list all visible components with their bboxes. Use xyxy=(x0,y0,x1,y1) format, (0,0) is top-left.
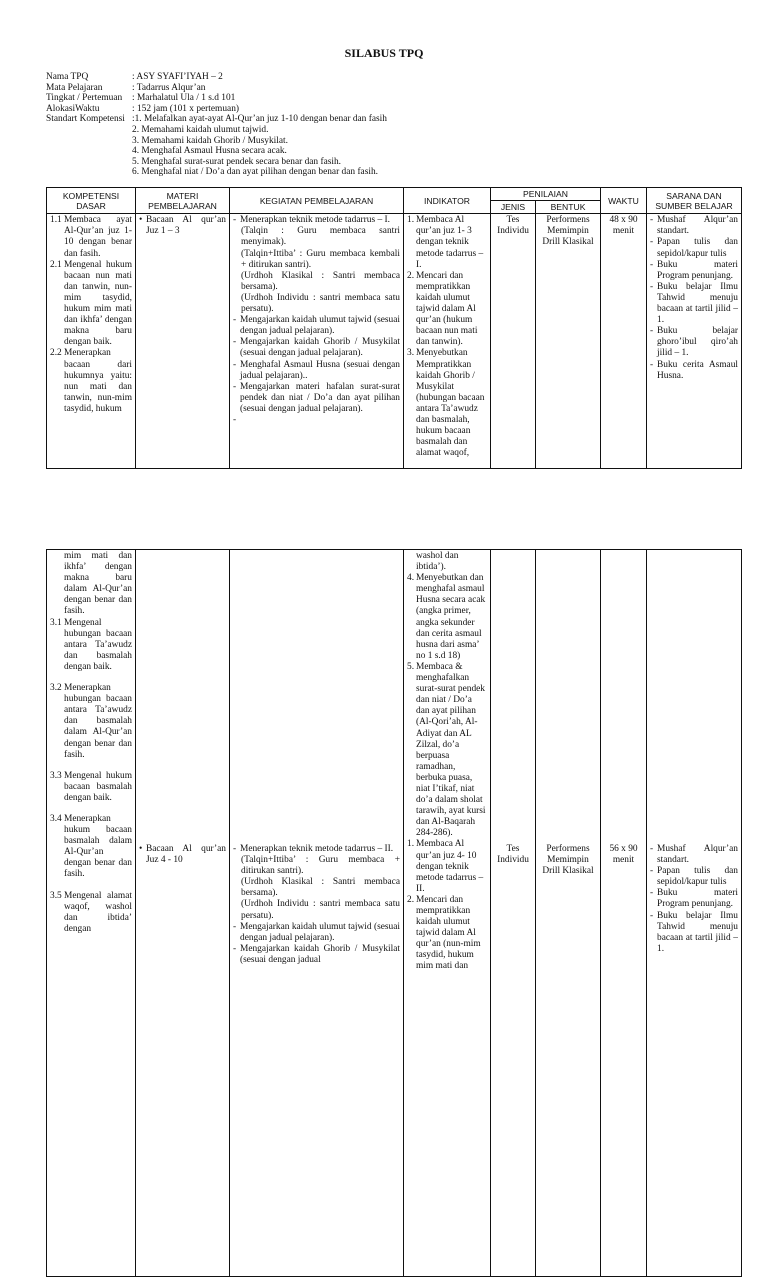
resource-item: - Papan tulis dan sepidol/kapur tulis xyxy=(650,866,738,888)
resource-item: - Buku belajar Ilmu Tahwid menuju bacaan at tartil jilid – 1. xyxy=(650,281,738,326)
cell-sarana xyxy=(647,550,742,1277)
activity-subitem: (Urdhoh Individu : santri membaca satu persatu). xyxy=(241,292,400,315)
competency-item: 3.4 Menerapkan hukum bacaan basmalah dalam Al-Qur’an dengan benar dan fasih. xyxy=(50,813,132,880)
syllabus-table-1 xyxy=(46,187,742,469)
cell-kegiatan xyxy=(230,550,404,1277)
cell-waktu: 56 x 90 menit xyxy=(601,550,647,1277)
header-row-tpq: Nama TPQ : ASY SYAFI’IYAH – 2 xyxy=(46,72,223,82)
cell-bentuk: Performens Memimpin Drill Klasikal xyxy=(536,550,601,1277)
activity-item: - Mengajarkan materi hafalan surat-surat pendek dan niat / Do’a dan ayat pilihan (sesuai dengan jadual pelajaran). xyxy=(233,381,400,414)
competency-item: 3.5 Mengenal alamat waqof, washol dan ibtida’ dengan xyxy=(50,890,132,934)
cell-waktu: 48 x 90 menit xyxy=(601,214,647,469)
syllabus-table-2 xyxy=(46,549,742,1277)
cell-kompetensi xyxy=(47,214,136,469)
activity-item: - Mengajarkan kaidah ulumut tajwid (sesuai dengan jadual pelajaran). xyxy=(233,315,400,337)
col-header-waktu: WAKTU xyxy=(601,188,647,214)
resource-item: - Mushaf Alqur’an standart. xyxy=(650,215,738,237)
cell-indikator xyxy=(404,214,491,469)
page-title: SILABUS TPQ xyxy=(344,46,424,60)
indicator-item: 2. Mencari dan mempratikkan kaidah ulumut tajwid dalam Al qur’an (nun-mim tasydid, hukum mim mati dan xyxy=(407,894,481,972)
activity-subitem: (Urdhoh Individu : santri membaca satu persatu). xyxy=(241,899,400,921)
col-header-indikator: INDIKATOR xyxy=(404,188,491,214)
activity-item: - Mengajarkan kaidah Ghorib / Musykilat (sesuai dengan jadual xyxy=(233,943,400,965)
activity-item: - Mengajarkan kaidah ulumut tajwid (sesuai dengan jadual pelajaran). xyxy=(233,921,400,943)
header-row-subject: Mata Pelajaran : Tadarrus Alqur’an xyxy=(46,82,206,93)
header-row-level: Tingkat / Pertemuan : Marhalatul Ula / 1 s.d 101 xyxy=(46,93,236,104)
bullet-icon: • xyxy=(139,844,143,854)
col-header-materi: MATERI PEMBELAJARAN xyxy=(136,188,230,214)
standard-competency-item: 5. Menghafal surat-surat pendek secara benar dan fasih. xyxy=(132,156,342,167)
activity-subitem: (Urdhoh Klasikal : Santri membaca bersama). xyxy=(241,270,400,292)
activity-item: - Menghafal Asmaul Husna (sesuai dengan jadual pelajaran).. xyxy=(233,359,400,381)
indicator-item: 1. Membaca Al qur’an juz 1- 3 dengan teknik metode tadarrus – I. xyxy=(407,215,484,270)
resource-item: - Buku cerita Asmaul Husna. xyxy=(650,359,738,381)
standard-competency-item: 4. Menghafal Asmaul Husna secara acak. xyxy=(132,146,287,157)
activity-subitem: (Talqin+Ittiba’ : Guru membaca + ditirukan santri). xyxy=(241,855,400,877)
competency-item: 3.1 Mengenal hubungan bacaan antara Ta’awudz dan basmalah dengan baik. xyxy=(50,617,132,672)
table-row xyxy=(47,550,742,1277)
cell-kegiatan xyxy=(230,214,404,469)
document-header xyxy=(46,72,387,178)
indicator-item: 4. Menyebutkan dan menghafal asmaul Husna secara acak (angka primer, angka sekunder dan cerita asmaul husna dari asma’ no 1 s.d 18) xyxy=(407,573,486,661)
col-header-sarana: SARANA DAN SUMBER BELAJAR xyxy=(647,188,742,214)
resource-item: - Buku belajar ghoro’ibul qiro’ah jilid – 1. xyxy=(650,326,738,359)
resource-item: - Papan tulis dan sepidol/kapur tulis xyxy=(650,237,738,259)
cell-sarana xyxy=(647,214,742,469)
standard-competency-item: 2. Memahami kaidah ulumut tajwid. xyxy=(132,124,269,135)
activity-item: - Menerapkan teknik metode tadarrus – I. xyxy=(233,215,390,226)
activity-item: - xyxy=(233,414,237,425)
cell-materi: • Bacaan Al qur’an Juz 1 – 3 xyxy=(136,214,230,469)
resource-item: - Buku materi Program penunjang. xyxy=(650,259,738,281)
col-header-bentuk: BENTUK xyxy=(536,201,601,214)
cell-indikator xyxy=(404,550,491,1277)
col-header-kegiatan: KEGIATAN PEMBELAJARAN xyxy=(230,188,404,214)
table-header-row xyxy=(47,188,742,201)
bullet-icon: • xyxy=(139,215,143,226)
activity-subitem: (Talqin : Guru membaca santri menyimak). xyxy=(241,226,400,248)
competency-item: 2.1 Mengenal hukum bacaan nun mati dan tanwin, nun-mim tasydid, hukum mim mati dan ikhfa’ dengan makna baru dengan baik. xyxy=(50,259,132,348)
activity-subitem: (Urdhoh Klasikal : Santri membaca bersama). xyxy=(241,877,400,899)
activity-item: - Mengajarkan kaidah Ghorib / Musykilat (sesuai dengan jadual pelajaran). xyxy=(233,337,400,359)
indicator-continuation: washol dan ibtida’). xyxy=(416,551,459,573)
competency-continuation: mim mati dan ikhfa’ dengan makna baru dalam Al-Qur’an dengan benar dan fasih. xyxy=(64,551,132,617)
competency-item: 3.2 Menerapkan hubungan bacaan antara Ta’awudz dan basmalah dalam Al-Qur’an dengan benar dan fasih. xyxy=(50,683,132,760)
header-row-time: AlokasiWaktu : 152 jam (101 x pertemuan) xyxy=(46,103,240,114)
competency-item: 3.3 Mengenal hukum bacaan basmalah dengan baik. xyxy=(50,770,132,803)
indicator-item: 5. Membaca & menghafalkan surat-surat pendek dan niat / Do’a dan ayat pilihan (Al-Qori’ah, Al-Adiyat dan AL Zilzal, do’a berpuasa ramadhan, berbuka puasa, niat I’tikaf, niat do’a dalam sholat tarawih, ayat kursi dan Al-Baqarah 284-286). xyxy=(407,661,486,839)
col-header-jenis: JENIS xyxy=(491,201,536,214)
resource-item: - Buku belajar Ilmu Tahwid menuju bacaan at tartil jilid – 1. xyxy=(650,910,738,954)
cell-kompetensi xyxy=(47,550,136,1277)
cell-jenis: Tes Individu xyxy=(491,550,536,1277)
resource-item: - Mushaf Alqur’an standart. xyxy=(650,844,738,866)
table-row xyxy=(47,214,742,469)
indicator-item: 2. Mencari dan mempratikkan kaidah ulumut tajwid dalam Al qur’an (hukum bacaan nun mati dan tanwin). xyxy=(407,270,478,348)
activity-item: - Menerapkan teknik metode tadarrus – II. xyxy=(233,844,394,854)
standard-competency-list xyxy=(46,125,387,178)
activity-subitem: (Talqin+Ittiba’ : Guru membaca kembali + ditirukan santri). xyxy=(241,248,400,270)
col-header-kompetensi: KOMPETENSI DASAR xyxy=(47,188,136,214)
standard-competency-item: 3. Memahami kaidah Ghorib / Musykilat. xyxy=(132,135,288,146)
cell-bentuk: Performens Memimpin Drill Klasikal xyxy=(536,214,601,469)
indicator-item: 3. Menyebutkan Mempratikkan kaidah Ghorib / Musykilat (hubungan bacaan antara Ta’awudz dan basmalah, hukum bacaan basmalah dan alamat waqof, xyxy=(407,348,485,459)
competency-item: 1.1 Membaca ayat Al-Qur’an juz 1-10 dengan benar dan fasih. xyxy=(50,215,132,259)
indicator-item: 1. Membaca Al qur’an juz 4- 10 dengan teknik metode tadarrus – II. xyxy=(407,839,484,894)
cell-jenis: Tes Individu xyxy=(491,214,536,469)
header-row-standard: Standart Kompetensi :1. Melafalkan ayat-ayat Al-Qur’an juz 1-10 dengan benar dan fasih xyxy=(46,114,387,125)
cell-materi: • Bacaan Al qur’an Juz 4 - 10 xyxy=(136,550,230,1277)
standard-competency-item: 6. Menghafal niat / Do’a dan ayat pilihan dengan benar dan fasih. xyxy=(132,167,379,178)
col-header-penilaian: PENILAIAN xyxy=(491,188,601,201)
resource-item: - Buku materi Program penunjang. xyxy=(650,888,738,910)
competency-item: 2.2 Menerapkan bacaan dari hukumnya yaitu: nun mati dan tanwin, nun-mim tasydid, hukum xyxy=(50,348,132,414)
